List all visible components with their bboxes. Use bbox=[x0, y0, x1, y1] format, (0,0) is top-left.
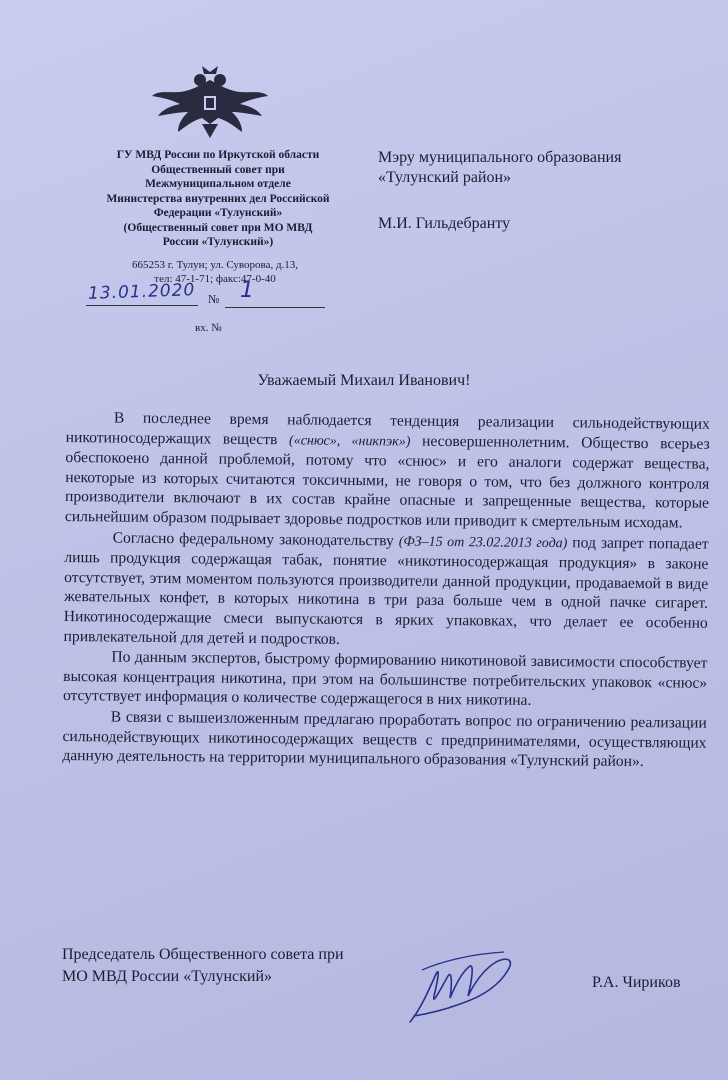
signatory-title-line: Председатель Общественного совета при bbox=[62, 946, 344, 963]
signatory-name: Р.А. Чириков bbox=[592, 974, 681, 991]
paragraph: Согласно федеральному законодательству (ФЗ–15 от 23.02.2013 года) под запрет попадает лишь продукция содержащая табак, понятие «никотиносодержащая продукция» в законе отсутствует, этим моментом пользуются производители данной продукции, продаваемой в виде жевательных конфет, в которых никотина в три раза больше чем в одной пачке сигарет. Никотиносодержащие смеси выпускаются в ярких упаковках, что делает ее особенно привлекательной для детей и подростков. bbox=[63, 529, 709, 648]
date-underline bbox=[86, 305, 198, 306]
phone-fax-line: тел: 47-1-71; факс:47-0-40 bbox=[154, 273, 276, 285]
paragraph: В связи с вышеизложенным предлагаю проработать вопрос по ограничению реализации сильнодействующих никотиносодержащих веществ с предпринимателями, осуществляющих данную деятельность на территории муниципального образования «Тулунский район». bbox=[62, 708, 707, 771]
incoming-number-label: вх. № bbox=[195, 322, 222, 334]
addressee-block bbox=[378, 148, 708, 234]
number-label: № bbox=[208, 292, 220, 306]
org-line: Общественный совет при bbox=[151, 163, 285, 176]
salutation: Уважаемый Михаил Иванович! bbox=[257, 372, 471, 389]
addressee-line: Мэру муниципального образования bbox=[378, 149, 622, 166]
addressee-name: М.И. Гильдебранту bbox=[378, 215, 511, 232]
double-headed-eagle-emblem bbox=[150, 62, 270, 142]
address-line: 665253 г. Тулун; ул. Суворова, д.13, bbox=[131, 259, 299, 271]
org-line: (Общественный совет при МО МВД bbox=[123, 221, 313, 234]
number-underline bbox=[225, 307, 325, 308]
handwritten-number: 1 bbox=[240, 278, 254, 303]
org-line: Межмуниципальном отделе bbox=[145, 178, 291, 190]
signatory-title-line: МО МВД России «Тулунский» bbox=[62, 968, 273, 985]
handwritten-signature bbox=[400, 940, 520, 1030]
organization-header bbox=[88, 148, 348, 250]
org-line: России «Тулунский») bbox=[162, 236, 274, 248]
addressee-line: «Тулунский район» bbox=[378, 169, 512, 186]
paragraph: В последнее время наблюдается тенденция реализации сильнодействующих никотиносодержащих веществ («снюс», «никпэк») несовершеннолетним. Общество всерьез обеспокоено данной проблемой, потому что «снюс» и его аналоги содержат вещества, некоторые из которых считаются токсичными, не говоря о том, что без должного контроля производители включают в их состав крайне опасные и запрещенные вещества, которые сильнейшим образом подрывает здоровье подростков или приводит к смертельным исходам. bbox=[64, 409, 710, 532]
org-line: ГУ МВД России по Иркутской области bbox=[116, 149, 320, 161]
signatory-title bbox=[62, 944, 422, 988]
letter-body bbox=[62, 408, 710, 773]
org-line: Министерства внутренних дел Российской bbox=[106, 192, 330, 205]
handwritten-date: 13.01.2020 bbox=[87, 280, 196, 304]
paragraph: По данным экспертов, быстрому формированию никотиновой зависимости способствует высокая концентрация никотина, при этом на большинстве потребительских упаковок «снюс» отсутствует информация о количестве содержащегося в них никотина. bbox=[62, 648, 708, 710]
org-line: Федерации «Тулунский» bbox=[153, 207, 283, 219]
